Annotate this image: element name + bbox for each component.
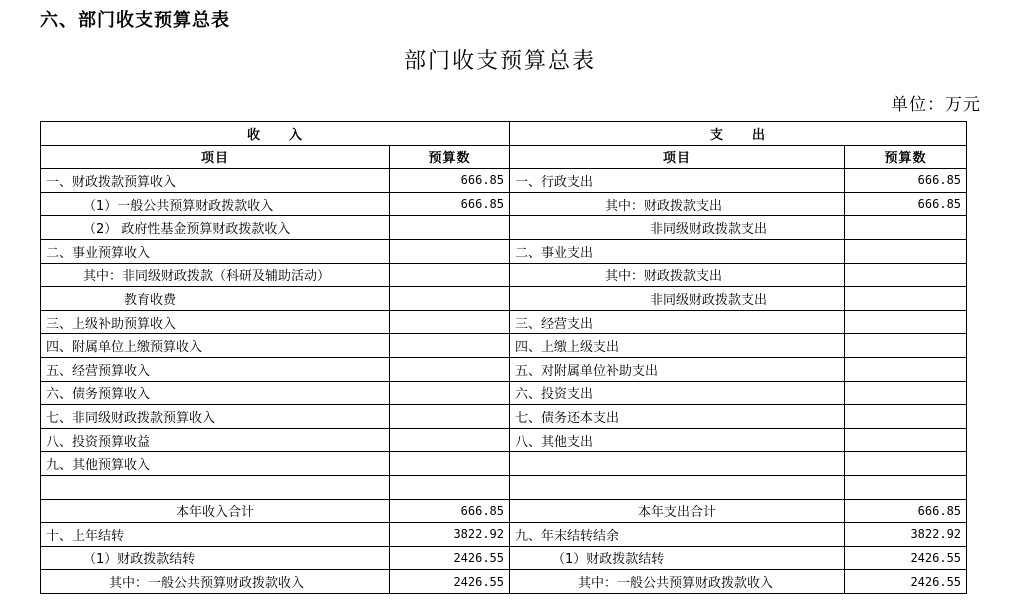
table-row: [41, 452, 967, 476]
expense-item: 八、其他支出: [510, 428, 845, 452]
total-row: [41, 499, 967, 523]
expense-value: 666.85: [845, 169, 967, 193]
income-value: 2426.55: [390, 570, 510, 594]
income-item: 七、非同级财政拨款预算收入: [41, 405, 390, 429]
expense-value: [845, 475, 967, 499]
expense-item: [510, 475, 845, 499]
expense-item: 三、经营支出: [510, 310, 845, 334]
table-row: [41, 357, 967, 381]
income-budget-header: 预算数: [390, 145, 510, 169]
income-item: 六、债务预算收入: [41, 381, 390, 405]
expense-value: 3822.92: [845, 523, 967, 547]
expense-item: 四、上缴上级支出: [510, 334, 845, 358]
table-row: [41, 428, 967, 452]
expense-value: [845, 239, 967, 263]
table-row: [41, 216, 967, 240]
income-section-header: 收 入: [41, 122, 510, 146]
column-header-row: [41, 145, 967, 169]
expense-item: 非同级财政拨款支出: [510, 287, 845, 311]
expense-total-value: 666.85: [845, 499, 967, 523]
income-item: 一、财政拨款预算收入: [41, 169, 390, 193]
budget-summary-table: [40, 121, 967, 594]
income-item: （2） 政府性基金预算财政拨款收入: [41, 216, 390, 240]
income-item: 教育收费: [41, 287, 390, 311]
section-header-row: [41, 122, 967, 146]
income-item: 四、附属单位上缴预算收入: [41, 334, 390, 358]
expense-item: 其中：财政拨款支出: [510, 192, 845, 216]
page-title: 部门收支预算总表: [403, 49, 596, 74]
income-item: 八、投资预算收益: [41, 428, 390, 452]
expense-item: 二、事业支出: [510, 239, 845, 263]
expense-item-header: 项目: [510, 145, 845, 169]
unit-label: 单位：万元: [891, 95, 981, 115]
table-row: [41, 570, 967, 594]
income-item: 其中：非同级财政拨款（科研及辅助活动）: [41, 263, 390, 287]
expense-value: [845, 216, 967, 240]
table-row: [41, 523, 967, 547]
income-value: [390, 357, 510, 381]
table-row: [41, 546, 967, 570]
expense-value: [845, 310, 967, 334]
expense-value: [845, 287, 967, 311]
expense-value: [845, 263, 967, 287]
expense-value: [845, 334, 967, 358]
table-row: [41, 287, 967, 311]
expense-value: [845, 405, 967, 429]
income-value: [390, 239, 510, 263]
table-row: [41, 405, 967, 429]
income-value: [390, 381, 510, 405]
expense-budget-header: 预算数: [845, 145, 967, 169]
income-value: 3822.92: [390, 523, 510, 547]
table-row: [41, 192, 967, 216]
income-item: 其中：一般公共预算财政拨款收入: [41, 570, 390, 594]
expense-item: 五、对附属单位补助支出: [510, 357, 845, 381]
expense-value: 2426.55: [845, 546, 967, 570]
income-item: 五、经营预算收入: [41, 357, 390, 381]
expense-value: [845, 452, 967, 476]
table-row: [41, 381, 967, 405]
income-item: 二、事业预算收入: [41, 239, 390, 263]
expense-item: 七、债务还本支出: [510, 405, 845, 429]
expense-item: 其中：一般公共预算财政拨款收入: [510, 570, 845, 594]
income-value: 666.85: [390, 169, 510, 193]
expense-total-label: 本年支出合计: [510, 499, 845, 523]
expense-item: 非同级财政拨款支出: [510, 216, 845, 240]
table-row: [41, 475, 967, 499]
income-value: [390, 216, 510, 240]
expense-value: [845, 428, 967, 452]
income-value: [390, 334, 510, 358]
expense-value: [845, 381, 967, 405]
income-value: 666.85: [390, 192, 510, 216]
table-row: [41, 334, 967, 358]
income-value: [390, 428, 510, 452]
income-item-header: 项目: [41, 145, 390, 169]
income-value: [390, 405, 510, 429]
income-value: [390, 475, 510, 499]
income-value: [390, 287, 510, 311]
table-row: [41, 239, 967, 263]
expense-item: 九、年末结转结余: [510, 523, 845, 547]
income-value: [390, 263, 510, 287]
expense-item: 其中：财政拨款支出: [510, 263, 845, 287]
income-value: [390, 452, 510, 476]
section-heading: 六、部门收支预算总表: [40, 10, 230, 31]
income-item: 十、上年结转: [41, 523, 390, 547]
income-value: [390, 310, 510, 334]
income-total-label: 本年收入合计: [41, 499, 390, 523]
income-value: 2426.55: [390, 546, 510, 570]
expense-item: （1）财政拨款结转: [510, 546, 845, 570]
expense-item: [510, 452, 845, 476]
income-item: （1）一般公共预算财政拨款收入: [41, 192, 390, 216]
expense-item: 六、投资支出: [510, 381, 845, 405]
income-item: （1）财政拨款结转: [41, 546, 390, 570]
income-total-value: 666.85: [390, 499, 510, 523]
table-row: [41, 310, 967, 334]
table-row: [41, 169, 967, 193]
expense-item: 一、行政支出: [510, 169, 845, 193]
income-item: 三、上级补助预算收入: [41, 310, 390, 334]
expense-section-header: 支 出: [510, 122, 967, 146]
income-item: 九、其他预算收入: [41, 452, 390, 476]
table-row: [41, 263, 967, 287]
expense-value: 666.85: [845, 192, 967, 216]
income-item: [41, 475, 390, 499]
expense-value: 2426.55: [845, 570, 967, 594]
expense-value: [845, 357, 967, 381]
